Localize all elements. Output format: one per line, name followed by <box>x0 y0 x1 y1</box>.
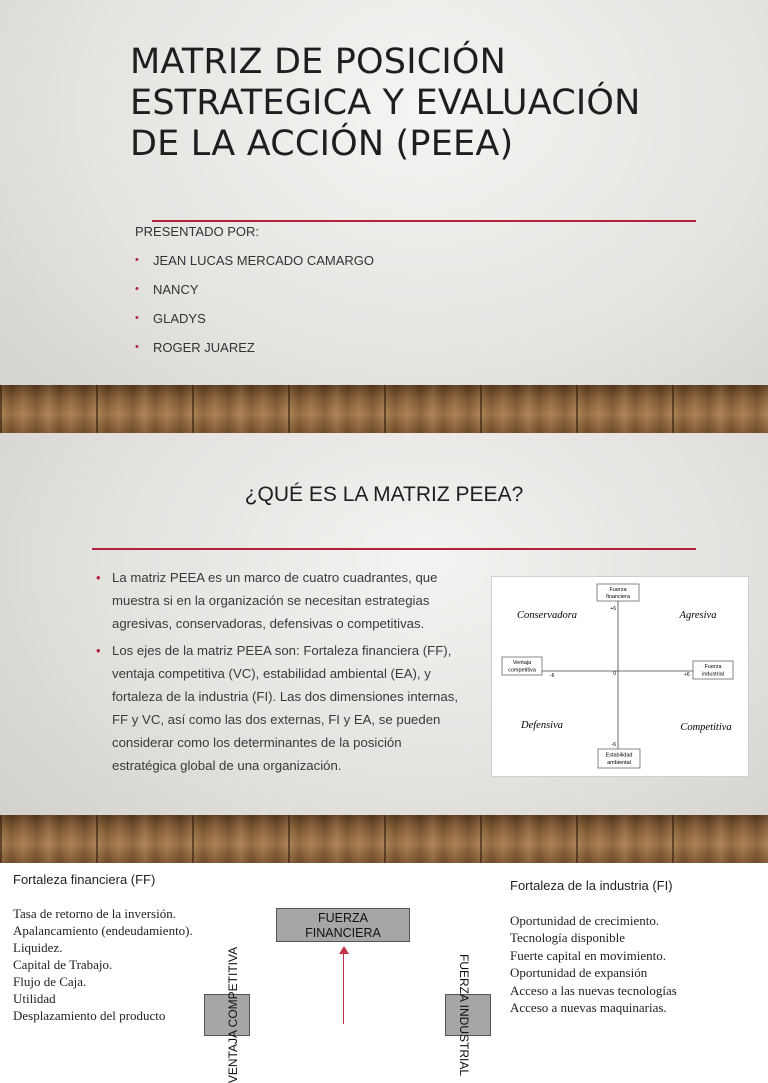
axis-box-bottom-label: ambiental <box>607 760 631 766</box>
quadrant-label-conservadora: Conservadora <box>516 610 578 621</box>
list-item <box>135 304 374 333</box>
quadrant-label-competitiva: Competitiva <box>680 722 732 733</box>
list-item <box>96 639 466 777</box>
list-item <box>96 566 466 635</box>
list-item: Flujo de Caja. <box>13 974 87 989</box>
title-divider <box>152 220 696 222</box>
list-item: Tecnología disponible <box>510 930 625 945</box>
presenters-list <box>135 246 374 362</box>
industry-strength-column <box>510 877 760 1017</box>
industry-strength-heading: Fortaleza de la industria (FI) <box>510 878 673 893</box>
tick-label-bottom: -6 <box>611 742 616 748</box>
list-item: Tasa de retorno de la inversión. <box>13 906 176 921</box>
fuerza-financiera-box <box>276 908 410 942</box>
tick-label-left: -6 <box>550 673 555 679</box>
presenter-name: ROGER JUAREZ <box>153 340 255 355</box>
slide-factors <box>0 863 768 1083</box>
presenter-name: GLADYS <box>153 311 206 326</box>
list-item: Acceso a nuevas maquinarias. <box>510 1000 667 1015</box>
fuerza-industrial-label: FUERZA INDUSTRIAL <box>457 953 471 1077</box>
quadrant-label-defensiva: Defensiva <box>521 720 563 731</box>
list-item: Oportunidad de crecimiento. <box>510 912 660 928</box>
financial-strength-heading: Fortaleza financiera (FF) <box>13 872 156 887</box>
wood-floor-decoration <box>0 385 768 433</box>
slide-definition <box>0 433 768 863</box>
list-item: Liquidez. <box>13 940 63 955</box>
presented-by-label: PRESENTADO POR: <box>135 224 260 239</box>
bullet-text: La matriz PEEA es un marco de cuatro cuadrantes, que muestra si en la organización se necesitan estrategias agresivas, conservadoras, defensivas o competitivas. <box>112 570 438 631</box>
slide-title <box>0 0 768 433</box>
wood-floor-decoration <box>0 815 768 863</box>
list-item <box>135 275 374 304</box>
bullet-icon: • <box>96 570 101 585</box>
list-item: Oportunidad de expansión <box>510 965 648 980</box>
peea-matrix-svg <box>492 577 748 776</box>
quadrant-label-agresiva: Agresiva <box>679 610 717 621</box>
slide-definition-heading: ¿QUÉ ES LA MATRIZ PEEA? <box>244 483 524 506</box>
fuerza-financiera-label: FUERZA <box>318 911 368 925</box>
bullet-text: Los ejes de la matriz PEEA son: Fortaleza financiera (FF), ventaja competitiva (VC), estabilidad ambiental (EA), y fortaleza de la industria (FI). Las dos dimensiones internas, FF y VC, así como las dos externas, FI y EA, se pueden considerar como los determinantes de la posición estratégica global de una organización. <box>112 643 458 773</box>
ventaja-competitiva-label: VENTAJA COMPETITIVA <box>226 946 240 1083</box>
bullet-icon: • <box>135 254 139 266</box>
fuerza-industrial-box <box>445 953 491 1077</box>
axis-box-right-label: Fuerza <box>704 664 722 670</box>
title-divider <box>92 548 696 550</box>
fuerza-financiera-label: FINANCIERA <box>305 926 381 940</box>
presenter-name: NANCY <box>153 282 199 297</box>
list-item: Fuerte capital en movimiento. <box>510 947 666 963</box>
list-item: Acceso a las nuevas tecnologías <box>510 982 677 998</box>
slide-title-heading: MATRIZ DE POSICIÓN ESTRATEGICA Y EVALUACIÓN DE LA ACCIÓN (PEEA) <box>130 42 641 164</box>
list-item: Apalancamiento (endeudamiento). <box>13 923 193 938</box>
tick-label-center: 0 <box>613 671 616 677</box>
list-item <box>135 333 374 362</box>
bullet-icon: • <box>135 341 139 353</box>
peea-matrix-diagram <box>491 576 749 777</box>
list-item: Desplazamiento del producto <box>13 1008 166 1023</box>
definition-bullets <box>96 566 466 781</box>
tick-label-right: +6 <box>684 672 690 678</box>
bullet-icon: • <box>96 643 101 658</box>
list-item <box>135 246 374 275</box>
list-item: Capital de Trabajo. <box>13 957 113 972</box>
ventaja-competitiva-box <box>204 946 250 1083</box>
axis-box-right-label: industrial <box>701 671 725 678</box>
axis-box-top-label: Fuerza <box>609 587 627 593</box>
axis-box-bottom-label: Estabilidad <box>605 752 633 759</box>
bullet-icon: • <box>135 312 139 324</box>
bullet-icon: • <box>135 283 139 295</box>
list-item: Utilidad <box>13 991 56 1006</box>
presenter-name: JEAN LUCAS MERCADO CAMARGO <box>153 253 375 268</box>
axis-box-left-label: competitiva <box>508 667 536 674</box>
arrow-line <box>343 948 344 1024</box>
tick-label-top: +6 <box>610 606 616 612</box>
axis-box-left-label: Ventaja <box>512 660 532 666</box>
arrow-up-icon <box>339 946 349 954</box>
axis-box-top-label: financiera <box>606 594 630 600</box>
